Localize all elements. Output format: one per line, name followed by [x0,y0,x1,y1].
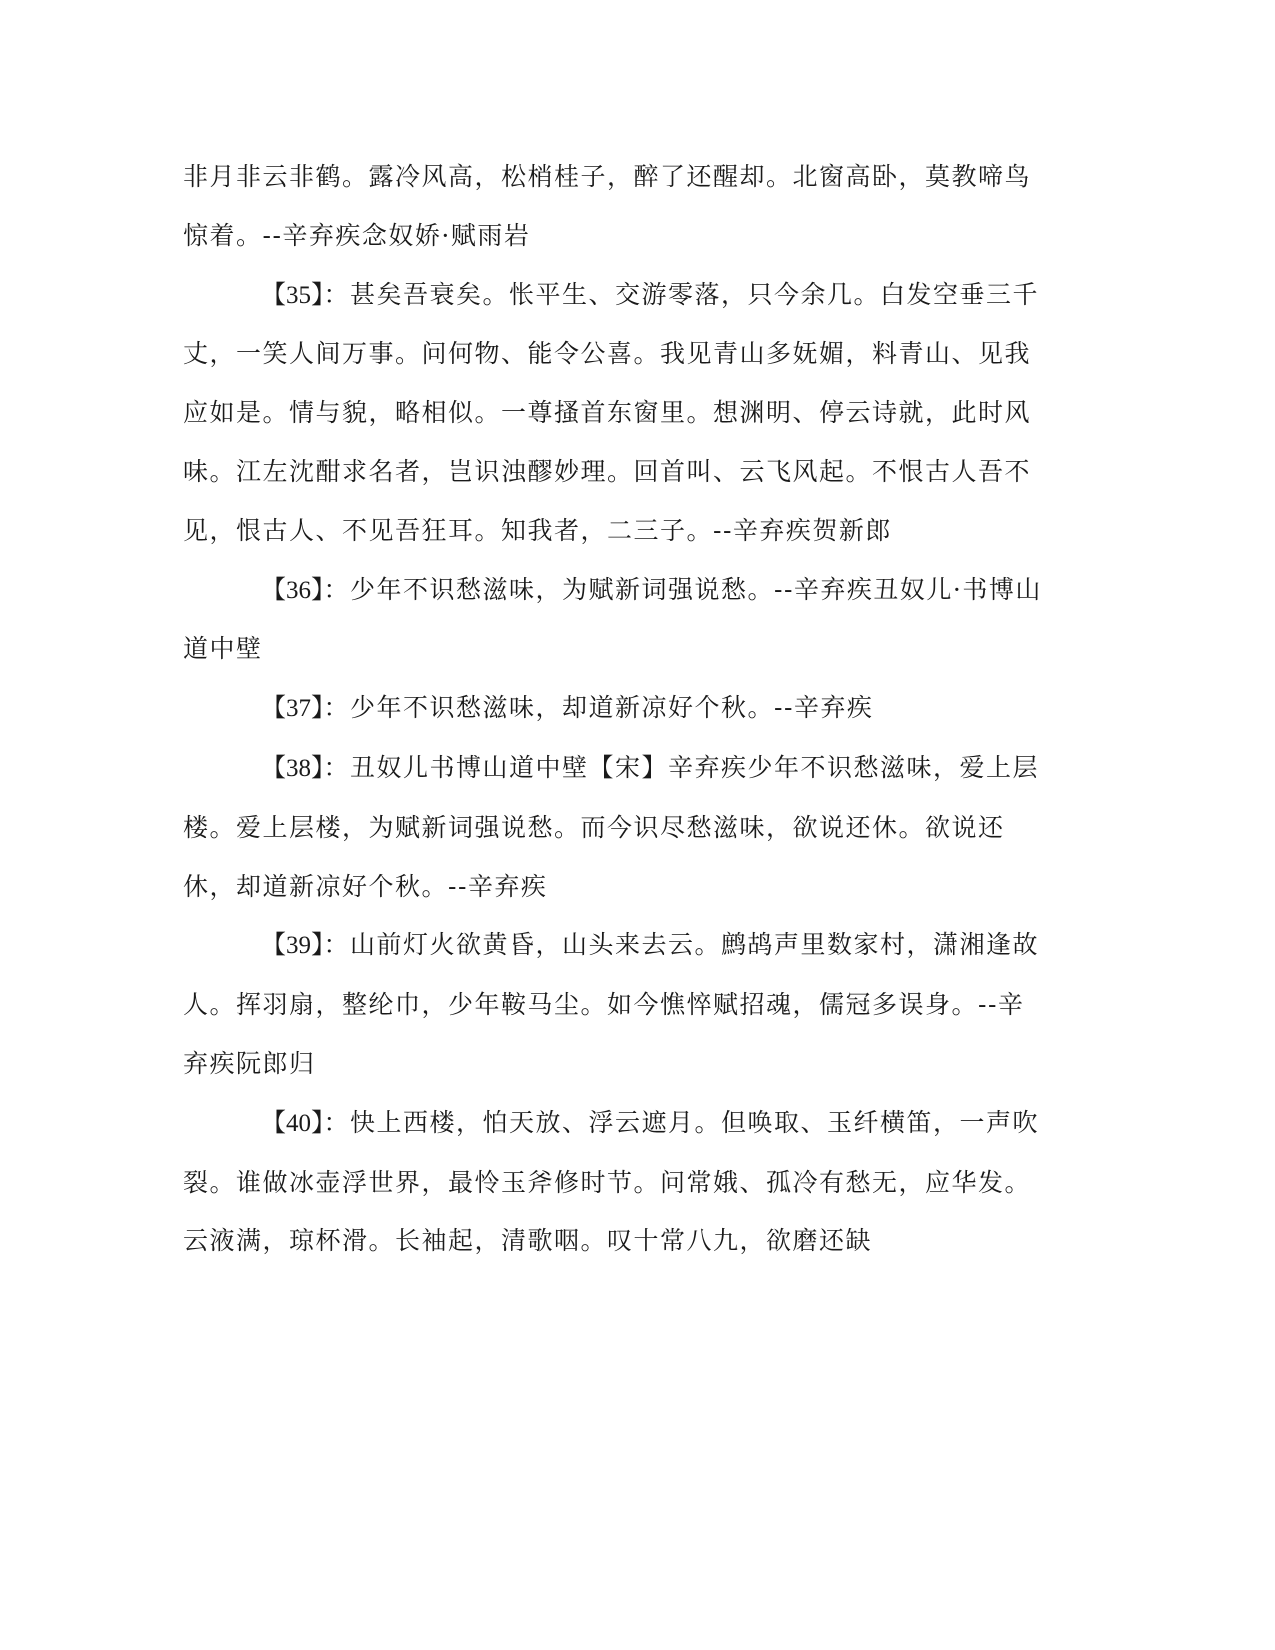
paragraph-continuation [183,148,1043,266]
entry-number: 【39】 [261,932,324,960]
entry-number: 【35】 [261,281,324,309]
paragraph-text: ：山前灯火欲黄昏，山头来去云。鹧鸪声里数家村，潇湘逢故人。挥羽扇，整纶巾，少年鞍马尘。如今憔悴赋招魂，儒冠多误身。--辛弃疾阮郎归 [183,930,1040,1078]
entry-number: 【40】 [261,1109,324,1137]
paragraph-text: 非月非云非鹤。露冷风高，松梢桂子，醉了还醒却。北窗高卧，莫教啼鸟惊着。--辛弃疾念奴娇·赋雨岩 [183,162,1032,250]
paragraph-35 [183,266,1043,561]
entry-number: 【36】 [261,576,324,604]
paragraph-text: ：甚矣吾衰矣。怅平生、交游零落，只今余几。白发空垂三千丈，一笑人间万事。问何物、能令公喜。我见青山多妩媚，料青山、见我应如是。情与貌，略相似。一尊搔首东窗里。想渊明、停云诗就，此时风味。江左沈酣求名者，岂识浊醪妙理。回首叫、云飞风起。不恨古人吾不见，恨古人、不见吾狂耳。知我者，二三子。--辛弃疾贺新郎 [183,279,1040,545]
paragraph-text: ：少年不识愁滋味，为赋新词强说愁。--辛弃疾丑奴儿·书博山道中壁 [183,574,1042,664]
paragraph-37 [183,679,1043,739]
paragraph-39 [183,916,1043,1093]
entry-number: 【37】 [261,695,324,723]
paragraph-36 [183,561,1043,680]
paragraph-40 [183,1094,1043,1271]
paragraph-text: ：丑奴儿书博山道中壁【宋】辛弃疾少年不识愁滋味，爱上层楼。爱上层楼，为赋新词强说愁。而今识尽愁滋味，欲说还休。欲说还休，却道新凉好个秋。--辛弃疾 [183,752,1040,901]
paragraph-text: ：快上西楼，怕天放、浮云遮月。但唤取、玉纤横笛，一声吹裂。谁做冰壶浮世界，最怜玉斧修时节。问常娥、孤冷有愁无，应华发。云液满，琼杯滑。长袖起，清歌咽。叹十常八九，欲磨还缺 [183,1107,1040,1256]
document-body [183,148,1043,1271]
paragraph-text: ：少年不识愁滋味，却道新凉好个秋。--辛弃疾 [323,693,874,723]
paragraph-38 [183,739,1043,916]
entry-number: 【38】 [261,754,324,782]
